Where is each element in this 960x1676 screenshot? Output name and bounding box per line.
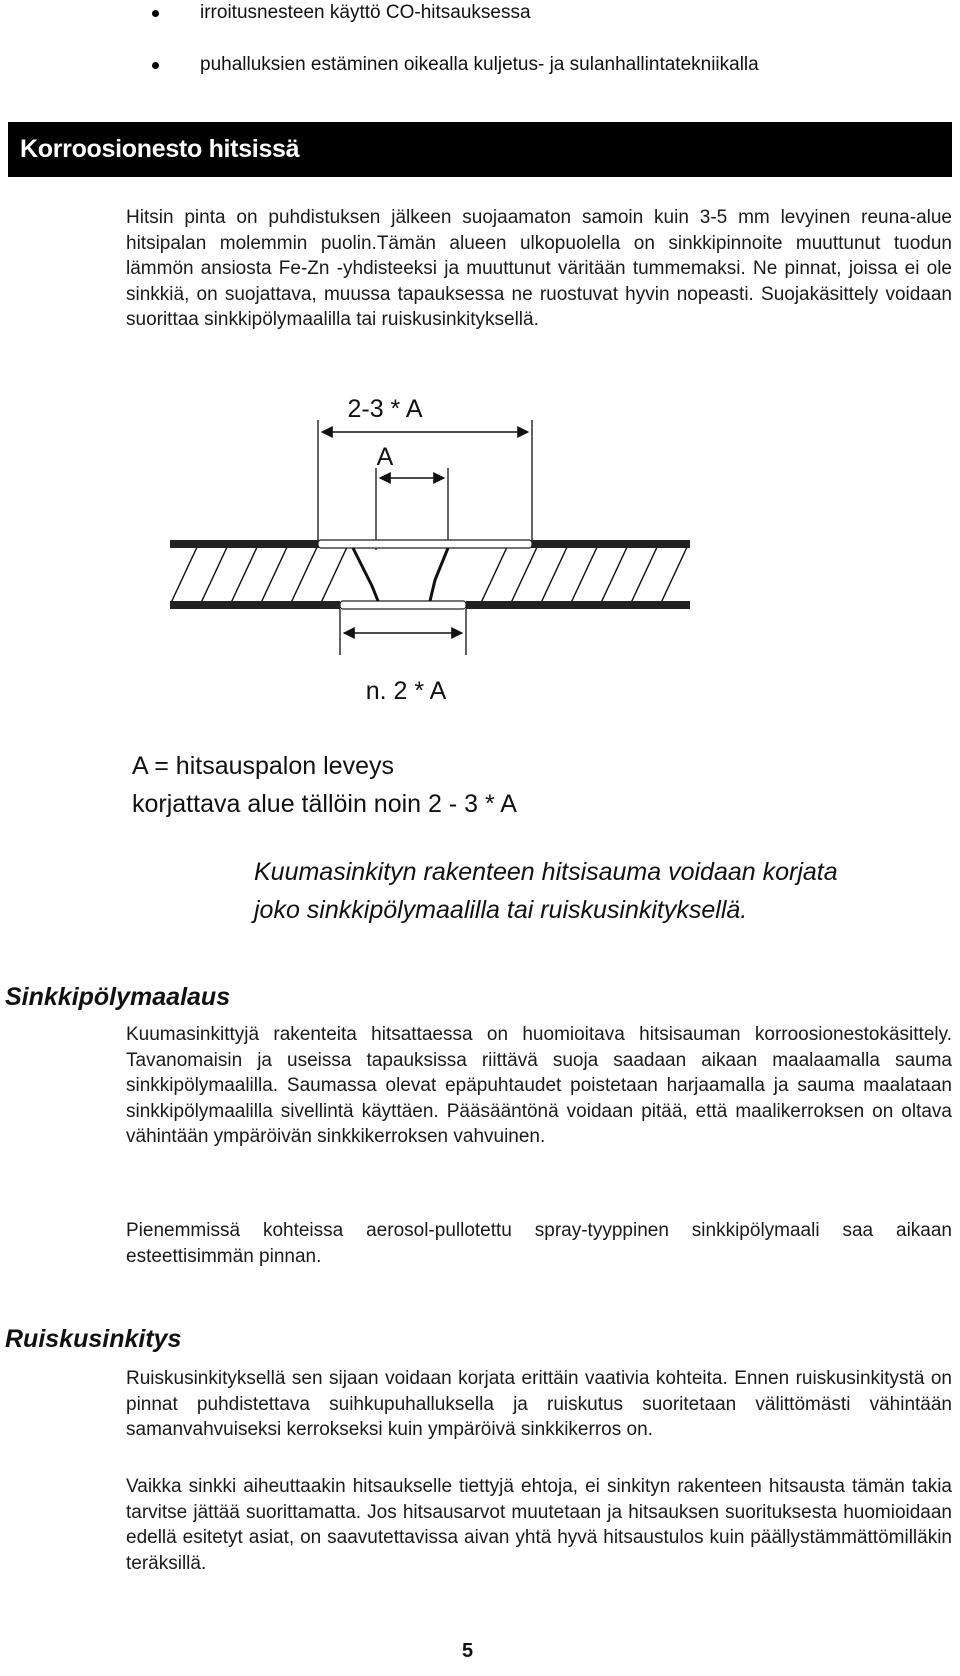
plate-bottom-coating-left [170,601,340,609]
note-line-1: Kuumasinkityn rakenteen hitsisauma voidaan korjata [254,858,838,886]
diagram-caption [132,747,517,823]
section-title-korroosionesto: Korroosionesto hitsissä [20,135,300,163]
top-width-label: 2-3 * A [347,395,423,423]
plate-top-bare-zone [318,540,532,548]
italic-note [254,853,838,929]
paragraph-sinkkipolymaalaus-2: Pienemmissä kohteissa aerosol-pullotettu spray-tyyppinen sinkkipölymaali saa aikaan esteettisimmän pinnan. [126,1220,952,1267]
page-number: 5 [462,1640,474,1662]
note-line-2: joko sinkkipölymaalilla tai ruiskusinkityksellä. [254,896,748,924]
bottom-width-label: n. 2 * A [365,677,447,705]
paragraph-korroosionesto: Hitsin pinta on puhdistuksen jälkeen suojaamaton samoin kuin 3-5 mm levyinen reuna-alue hitsipalan molemmin puolin.Tämän alueen ulkopuolella on sinkkipinnoite muuttunut tuodun lämmön ansiosta Fe-Zn -yhdisteeksi ja muuttunut väritään tummemaksi. Ne pinnat, joissa ei ole sinkkiä, on suojattava, muussa tapauksessa ne ruostuvat hyvin nopeasti. Suojakäsittely voidaan suorittaa sinkkipölymaalilla tai ruiskusinkityksellä. [126,207,952,331]
caption-line-2: korjattava alue tällöin noin 2 - 3 * A [132,790,517,818]
section-title-sinkkipolymaalaus: Sinkkipölymaalaus [5,983,231,1011]
bullet-item: puhalluksien estäminen oikealla kuljetus- ja sulanhallintatekniikalla [162,54,922,76]
weld-repair-diagram [150,390,710,730]
paragraph-ruiskusinkitys-2: Vaikka sinkki aiheuttaakin hitsaukselle tiettyjä ehtoja, ei sinkityn rakenteen hitsausta tämän takia tarvitse jättää suorittamatta. Jos hitsausarvot muutetaan ja hitsauksen suorituksesta huomioidaan edellä esitetyt asiat, on saavutettavissa aivan yhtä hyvä hitsaustulos kuin päällystämmättömilläkin teräksillä. [126,1476,952,1574]
plate-bottom-coating-right [466,601,690,609]
caption-line-1: A = hitsauspalon leveys [132,752,394,780]
section-banner [8,122,952,177]
paragraph-ruiskusinkitys-1: Ruiskusinkityksellä sen sijaan voidaan korjata erittäin vaativia kohteita. Ennen ruiskusinkitystä on pinnat puhdistettava suihkupuhalluksella ja ruiskutus suoritetaan välittömästi vähintään samanvahvuiseksi kerrokseksi kuin ympäröivä sinkkikerros on. [126,1368,952,1441]
weld-width-label: A [376,443,394,471]
paragraph-sinkkipolymaalaus-1: Kuumasinkittyjä rakenteita hitsattaessa on huomioitava hitsisauman korroosionestokäsittely. Tavanomaisin ja useissa tapauksissa riittävä suoja saadaan aikaan maalaamalla sauma sinkkipölymaalilla. Saumassa olevat epäpuhtaudet poistetaan harjaamalla ja sauma maalataan sinkkipölymaalilla sivellintä käyttäen. Pääsääntönä voidaan pitää, että maalikerroksen on oltava vähintään ympäröivän sinkkikerroksen vahvuinen. [126,1024,952,1148]
plate-bottom-bare-zone [340,601,466,609]
section-title-ruiskusinkitys: Ruiskusinkitys [5,1325,182,1353]
bullet-item: irroitusnesteen käyttö CO-hitsauksessa [162,2,922,24]
bullet-list [162,0,922,75]
weld-bevel [353,548,448,601]
